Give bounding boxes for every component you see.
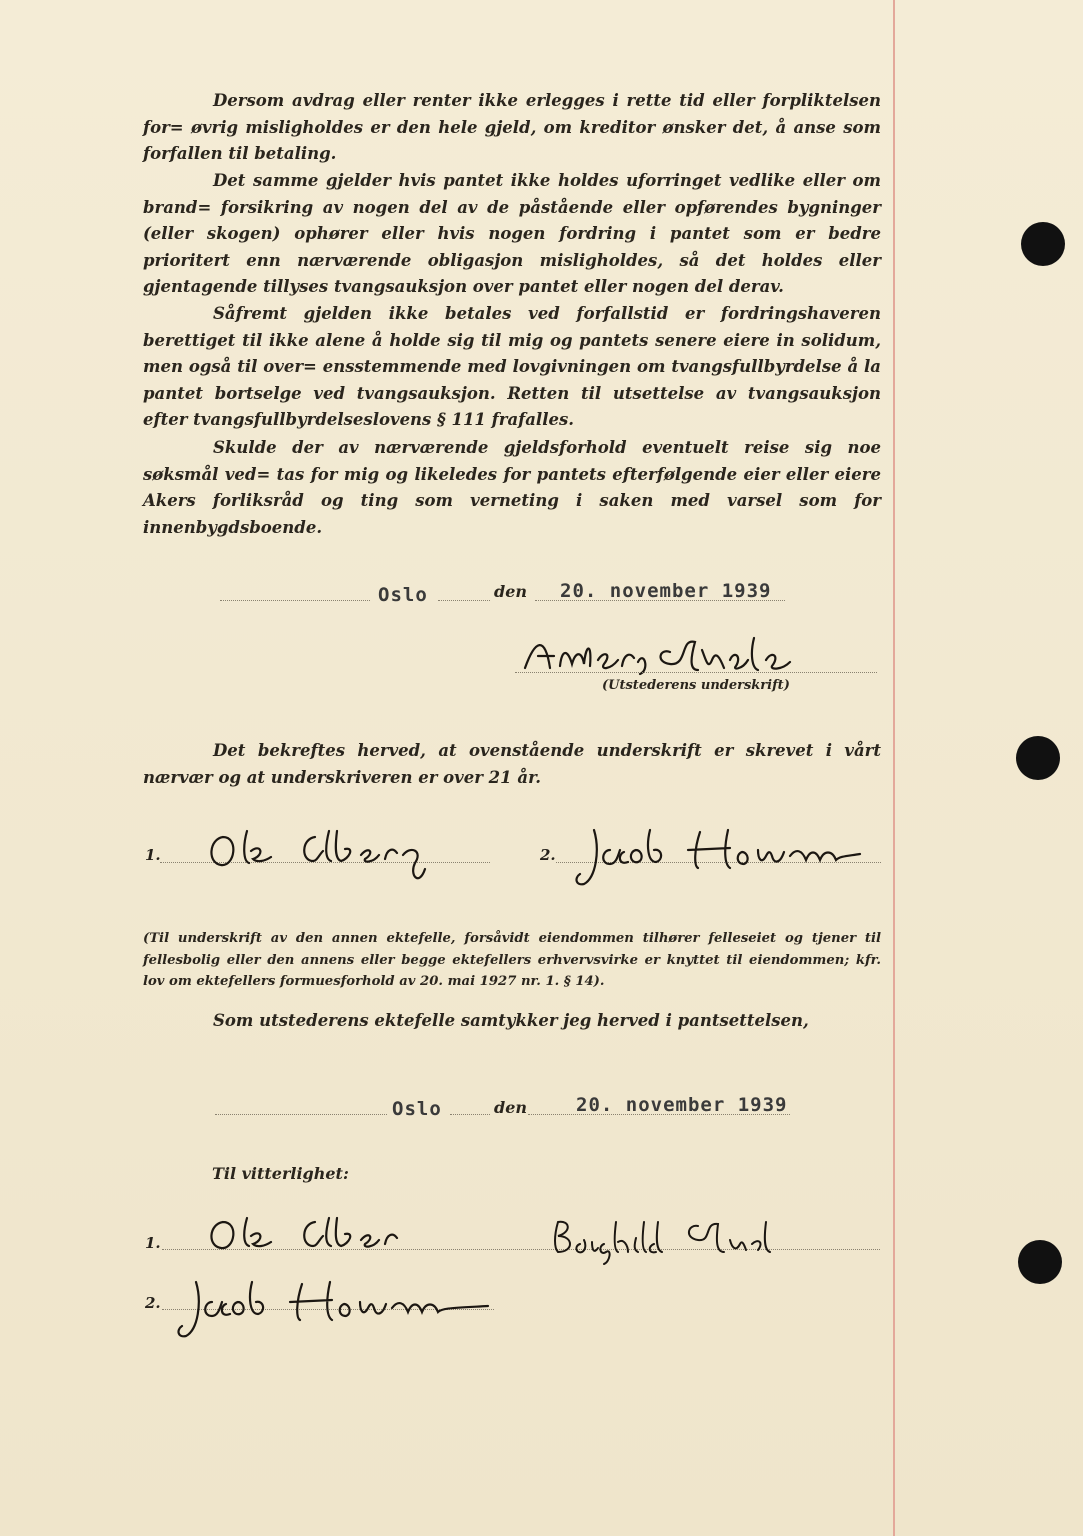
dateline-dots (220, 600, 370, 601)
dateline-dots (450, 1114, 490, 1115)
dateline-dots (438, 600, 490, 601)
paragraph-insurance: Det samme gjelder hvis pantet ikke holdes uforringet vedlike eller om brand= forsikring av nogen del av de påstående eller opførendes bygninger (eller skogen) ophører eller hvis nogen fordring i pantet som er bedre prioritert enn nærværende obligasjon misligholdes, så det holdes eller gjentagende tillyses tvangsauksjon over pantet eller nogen del derav. (143, 171, 881, 296)
confirmation-text: Det bekreftes herved, at ovenstående underskrift er skrevet i vårt nærvær og at underskriveren er over 21 år. (143, 741, 881, 787)
paragraph-enforcement: Såfremt gjelden ikke betales ved forfallstid er fordringshaveren berettiget til ikke alene å holde sig til mig og pantets senere eiere in solidum, men også til over= ensstemmende med lovgivningen om tvangsfullbyrdelse å la pantet bortselge ved tvangsauksjon. Retten til utsettelse av tvangsauksjon efter tvangsfullbyrdelseslovens § 111 frafalles. (143, 304, 881, 429)
dateline-place: Oslo (378, 584, 428, 606)
paragraph-default: Dersom avdrag eller renter ikke erlegges i rette tid eller forpliktelsen for= øvrig misligholdes er den hele gjeld, om kreditor ønsker det, å anse som forfallen til betaling. (143, 91, 881, 163)
paragraph-venue: Skulde der av nærværende gjeldsforhold eventuelt reise sig noe søksmål ved= tas for mig og likeledes for pantets efterfølgende eier eller eiere Akers forliksråd og ting som verneting i saken med varsel som for innenbygdsboende. (143, 438, 881, 537)
dateline-date: 20. november 1939 (560, 580, 772, 602)
consent-text: Som utstederens ektefelle samtykker jeg herved i pantsettelsen, (213, 1011, 809, 1030)
margin-line (893, 0, 895, 1536)
vitterlighet-number-1: 1. (145, 1234, 161, 1252)
vitterlighet-signature-1 (205, 1212, 405, 1276)
witness-signature-1 (205, 825, 465, 899)
dateline2-place: Oslo (392, 1098, 442, 1120)
dateline-den: den (494, 582, 527, 601)
dateline2-den: den (494, 1098, 527, 1117)
issuer-signature (520, 630, 810, 684)
dateline-dots (215, 1114, 387, 1115)
dateline2-date: 20. november 1939 (576, 1094, 788, 1116)
vitterlighet-label: Til vitterlighet: (212, 1164, 349, 1183)
witness-number-2: 2. (540, 846, 556, 864)
spouse-signature (548, 1218, 778, 1272)
spouse-note: (Til underskrift av den annen ektefelle, forsåvidt eiendommen tilhører felleseiet og tjener til fellesbolig eller den annens eller begge ektefellers erhvervsvirke er knyttet til eiendommen; kfr. lov om ektefellers formuesforhold av 20. mai 1927 nr. 1. § 14). (143, 931, 881, 989)
witness-number-1: 1. (145, 846, 161, 864)
binder-hole-icon (1016, 736, 1060, 780)
binder-hole-icon (1018, 1240, 1062, 1284)
vitterlighet-signature-2 (172, 1272, 492, 1356)
binder-hole-icon (1021, 222, 1065, 266)
witness-signature-2 (570, 820, 890, 904)
vitterlighet-number-2: 2. (145, 1294, 161, 1312)
issuer-caption: (Utstederens underskrift) (602, 678, 790, 693)
dateline-dots (535, 600, 785, 601)
signature-line (515, 672, 877, 673)
